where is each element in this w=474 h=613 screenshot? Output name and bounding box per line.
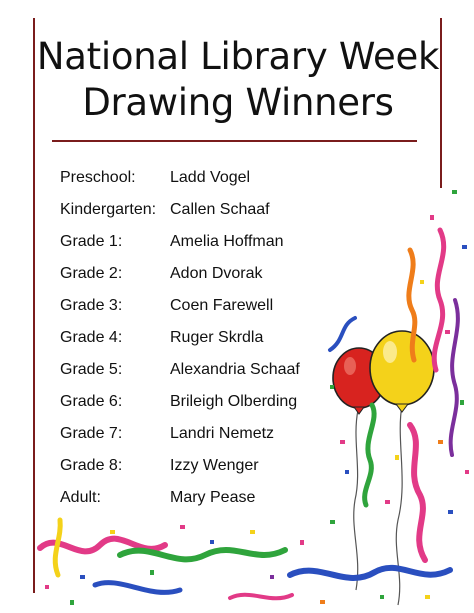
winner-name: Callen Schaaf <box>170 201 270 218</box>
category-label: Grade 7: <box>60 425 123 442</box>
winner-name: Izzy Wenger <box>170 457 259 474</box>
winner-name: Ruger Skrdla <box>170 329 264 346</box>
winner-name: Alexandria Schaaf <box>170 361 300 378</box>
winner-name: Adon Dvorak <box>170 265 263 282</box>
balloon-string <box>396 405 402 605</box>
category-label: Kindergarten: <box>60 201 157 218</box>
winner-name: Mary Pease <box>170 489 256 506</box>
category-label: Grade 1: <box>60 233 123 250</box>
title-line-2: Drawing Winners <box>82 81 394 124</box>
category-label: Adult: <box>60 489 101 506</box>
category-label: Preschool: <box>60 169 136 186</box>
title-line-1: National Library Week <box>36 35 440 78</box>
winner-name: Landri Nemetz <box>170 425 275 442</box>
category-label: Grade 6: <box>60 393 123 410</box>
balloon-yellow-icon <box>370 331 434 412</box>
category-label: Grade 5: <box>60 361 123 378</box>
streamers <box>40 230 458 598</box>
category-label: Grade 8: <box>60 457 123 474</box>
winner-name: Coen Farewell <box>170 297 274 314</box>
category-label: Grade 4: <box>60 329 123 346</box>
winner-name: Ladd Vogel <box>170 169 251 186</box>
category-label: Grade 3: <box>60 297 123 314</box>
winner-name: Amelia Hoffman <box>170 233 284 250</box>
category-label: Grade 2: <box>60 265 123 282</box>
balloon-string <box>354 410 358 590</box>
winner-name: Brileigh Olberding <box>170 393 298 410</box>
